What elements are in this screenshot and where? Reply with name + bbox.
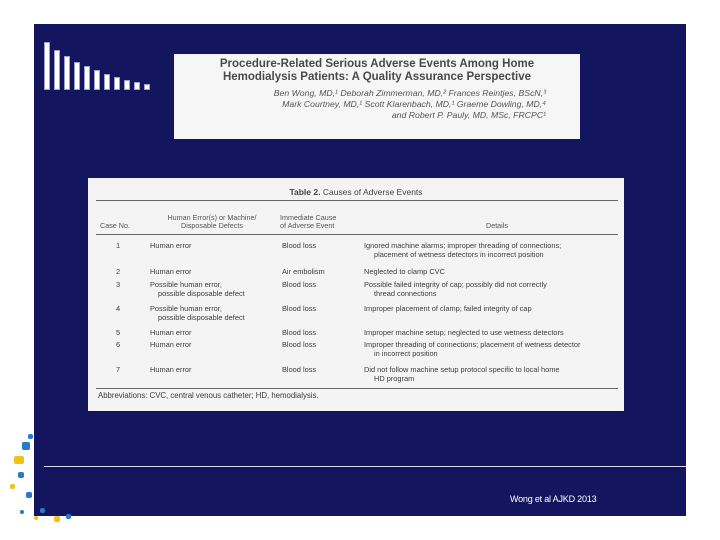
header-human-error: Human Error(s) or Machine/ Disposable Defects bbox=[167, 213, 257, 230]
paper-authors: Ben Wong, MD,¹ Deborah Zimmerman, MD,² Frances Reintjes, BScN,³ Mark Courtney, MD,¹ Scott Klarenbach, MD,¹ Graeme Dowling, MD,⁴ and Robert P. Pauly, MD, MSc, FRCPC¹ bbox=[273, 88, 546, 120]
header-case-no: Case No. bbox=[100, 221, 130, 230]
table-header-rule bbox=[96, 234, 618, 235]
human-error-cell: Human error bbox=[150, 267, 192, 276]
table-bottom-rule bbox=[96, 388, 618, 389]
case-number: 3 bbox=[116, 280, 121, 289]
details-cell-cont: thread connections bbox=[374, 289, 437, 298]
footer-divider bbox=[44, 466, 686, 467]
immediate-cause-cell: Blood loss bbox=[282, 304, 317, 313]
human-error-cell: Possible human error, bbox=[150, 304, 222, 313]
details-cell-cont: placement of wetness detectors in incorrect position bbox=[374, 250, 544, 259]
details-cell: Ignored machine alarms; improper threading of connections; bbox=[364, 241, 562, 250]
human-error-cell: Human error bbox=[150, 241, 192, 250]
immediate-cause-cell: Blood loss bbox=[282, 280, 317, 289]
details-cell: Improper placement of clamp; failed integrity of cap bbox=[364, 304, 532, 313]
human-error-cell: Human error bbox=[150, 328, 192, 337]
immediate-cause-cell: Blood loss bbox=[282, 328, 317, 337]
details-cell-cont: in incorrect position bbox=[374, 349, 438, 358]
details-cell: Did not follow machine setup protocol specific to local home bbox=[364, 365, 560, 374]
decorative-bars bbox=[42, 42, 172, 90]
case-number: 1 bbox=[116, 241, 121, 250]
immediate-cause-cell: Blood loss bbox=[282, 241, 317, 250]
details-cell: Improper machine setup; neglected to use wetness detectors bbox=[364, 328, 564, 337]
adverse-events-table bbox=[88, 178, 624, 411]
paper-title: Procedure-Related Serious Adverse Events Among Home Hemodialysis Patients: A Quality Assurance Perspective bbox=[219, 58, 535, 83]
table-caption: Table 2. Causes of Adverse Events bbox=[289, 187, 423, 197]
case-number: 7 bbox=[116, 365, 121, 374]
human-error-cell: Possible human error, bbox=[150, 280, 222, 289]
citation: Wong et al AJKD 2013 bbox=[510, 494, 597, 504]
table-top-rule bbox=[96, 200, 618, 201]
human-error-cell-cont: possible disposable defect bbox=[158, 313, 245, 322]
human-error-cell: Human error bbox=[150, 365, 192, 374]
human-error-cell: Human error bbox=[150, 340, 192, 349]
human-error-cell-cont: possible disposable defect bbox=[158, 289, 245, 298]
immediate-cause-cell: Blood loss bbox=[282, 365, 317, 374]
paper-header bbox=[174, 54, 580, 139]
case-number: 6 bbox=[116, 340, 121, 349]
case-number: 2 bbox=[116, 267, 121, 276]
header-immediate-cause: Immediate Cause of Adverse Event bbox=[280, 213, 337, 230]
details-cell: Neglected to clamp CVC bbox=[364, 267, 445, 276]
details-cell-cont: HD program bbox=[374, 374, 415, 383]
immediate-cause-cell: Air embolism bbox=[282, 267, 325, 276]
details-cell: Improper threading of connections; placement of wetness detector bbox=[364, 340, 581, 349]
case-number: 5 bbox=[116, 328, 121, 337]
header-details: Details bbox=[486, 221, 508, 230]
details-cell: Possible failed integrity of cap; possibly did not correctly bbox=[364, 280, 547, 289]
case-number: 4 bbox=[116, 304, 121, 313]
table-abbreviations: Abbreviations: CVC, central venous catheter; HD, hemodialysis. bbox=[98, 391, 319, 400]
decorative-dots bbox=[0, 420, 110, 540]
immediate-cause-cell: Blood loss bbox=[282, 340, 317, 349]
